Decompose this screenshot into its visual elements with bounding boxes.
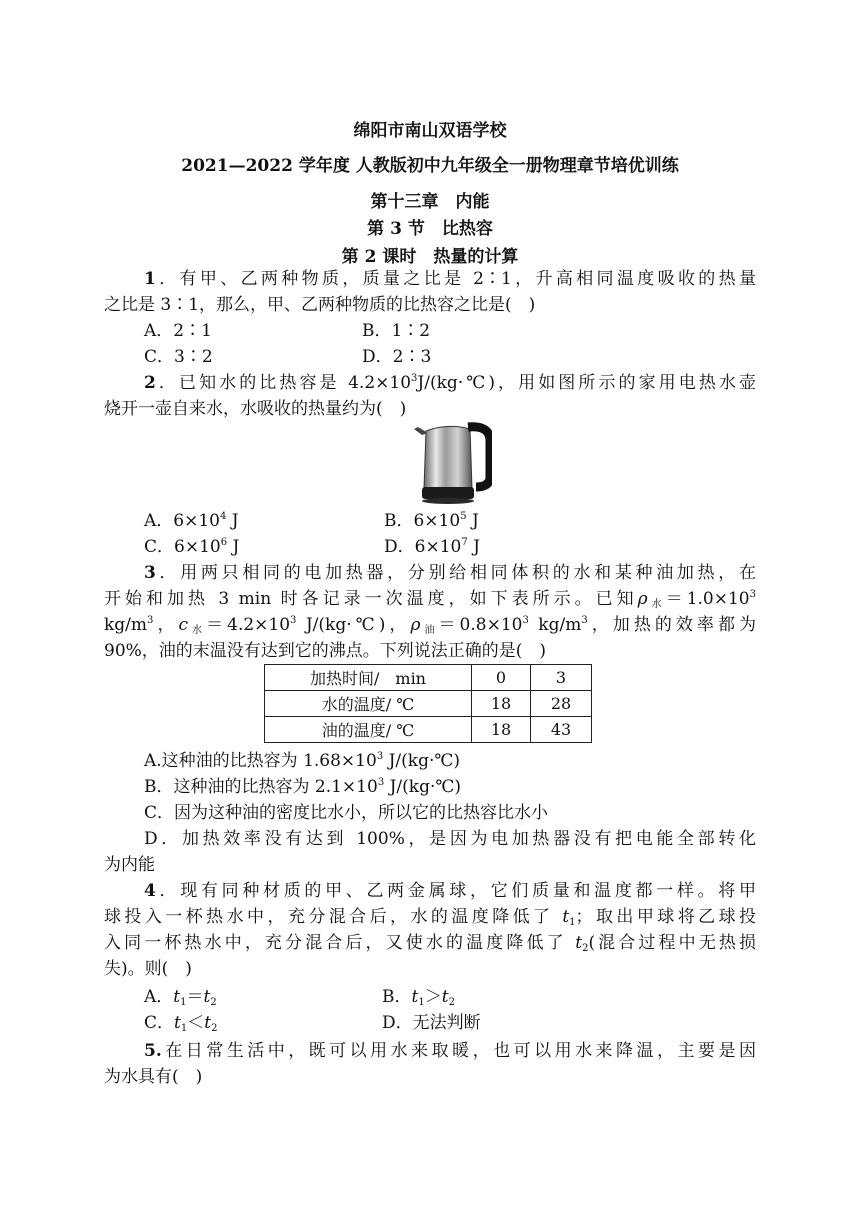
- q4-option-d: D．无法判断: [382, 1013, 481, 1033]
- q2-line2: 烧开一壶自来水，水吸收的热量约为( ): [104, 399, 407, 419]
- q4-line1: 4．现有同种材质的甲、乙两金属球，它们质量和温度都一样。将甲: [144, 881, 756, 901]
- q3-line2: 开始和加热 3 min 时各记录一次温度，如下表所示。已知$\rho_水=1.0\times 10^3$: [104, 589, 756, 610]
- table-cell: 43: [531, 717, 592, 743]
- q3-line1: 3．用两只相同的电加热器，分别给相同体积的水和某种油加热，在: [144, 563, 756, 583]
- chapter-title: 第十三章 内能: [370, 192, 490, 212]
- school-name: 绵阳市南山双语学校: [353, 121, 507, 141]
- q2-option-c: C．$6\times 10^6$ J: [144, 537, 240, 557]
- q4-option-b: B．$t_1>t_2$: [382, 987, 455, 1008]
- table-row: [265, 691, 592, 717]
- q2-line1: 2．已知水的比热容是 $4.2\times 10^3J/(kg\cdot℃)$，用如图所示的家用电热水壶: [144, 373, 756, 393]
- q4-option-c: C．$t_1<t_2$: [144, 1013, 218, 1034]
- q1-line1: 1．有甲、乙两种物质，质量之比是 2∶1，升高相同温度吸收的热量: [144, 269, 756, 289]
- table-cell: 3: [531, 665, 592, 691]
- q2-option-d: D．$6\times 10^7$ J: [384, 537, 480, 557]
- table-cell: 加热时间/ min: [265, 665, 472, 691]
- electric-kettle-image: [414, 421, 492, 505]
- q1-option-b: B．1∶2: [362, 321, 431, 341]
- table-row: [265, 717, 592, 743]
- course-title: 2021—2022 学年度 人教版初中九年级全一册物理章节培优训练: [181, 156, 679, 176]
- temperature-table: [264, 664, 592, 743]
- table-cell: 28: [531, 691, 592, 717]
- q1-option-d: D．2∶3: [362, 347, 432, 367]
- q3-option-b: B．这种油的比热容为 $2.1\times 10^3$ J/(kg·℃): [144, 777, 462, 797]
- q4-line3: 入同一杯热水中，充分混合后，又使水的温度降低了 $t_2$(混合过程中无热损: [104, 933, 757, 954]
- table-cell: 18: [472, 691, 531, 717]
- q1-option-c: C．3∶2: [144, 347, 213, 367]
- q5-line1: 5.在日常生活中，既可以用水来取暖，也可以用水来降温，主要是因: [144, 1041, 756, 1061]
- q3-option-d-line1: D．加热效率没有达到 100%，是因为电加热器没有把电能全部转化: [144, 829, 756, 849]
- q1-line2: 之比是 3∶1，那么，甲、乙两种物质的比热容之比是( ): [104, 295, 536, 315]
- q3-option-a: A.这种油的比热容为 $1.68\times 10^3$ J/(kg·℃): [144, 751, 461, 771]
- q3-line4: 90%，油的末温没有达到它的沸点。下列说法正确的是( ): [104, 641, 547, 661]
- q4-line4: 失)。则( ): [104, 959, 192, 979]
- lesson-title: 第 2 课时 热量的计算: [341, 247, 519, 267]
- q4-line2: 球投入一杯热水中，充分混合后，水的温度降低了 $t_1$；取出甲球将乙球投: [104, 907, 756, 928]
- section-title: 第 3 节 比热容: [367, 219, 493, 239]
- q2-option-b: B．$6\times 10^5$ J: [384, 511, 479, 531]
- q3-option-c: C．因为这种油的密度比水小，所以它的比热容比水小: [144, 803, 549, 823]
- q4-option-a: A．$t_1=t_2$: [144, 987, 217, 1008]
- q3-line3: $kg/m^3$，$c_水=4.2\times 10^3$ J/(kg·℃)，$\rho_油=0.8\times 10^3$ $kg/m^3$，加热的效率都为: [104, 615, 757, 636]
- q3-option-d-line2: 为内能: [104, 855, 155, 875]
- table-cell: 0: [472, 665, 531, 691]
- table-row: [265, 665, 592, 691]
- table-cell: 油的温度/ ℃: [265, 717, 472, 743]
- table-cell: 18: [472, 717, 531, 743]
- q5-line2: 为水具有( ): [104, 1067, 203, 1087]
- q2-option-a: A．$6\times 10^4$ J: [144, 511, 239, 531]
- q1-option-a: A．2∶1: [144, 321, 212, 341]
- table-cell: 水的温度/ ℃: [265, 691, 472, 717]
